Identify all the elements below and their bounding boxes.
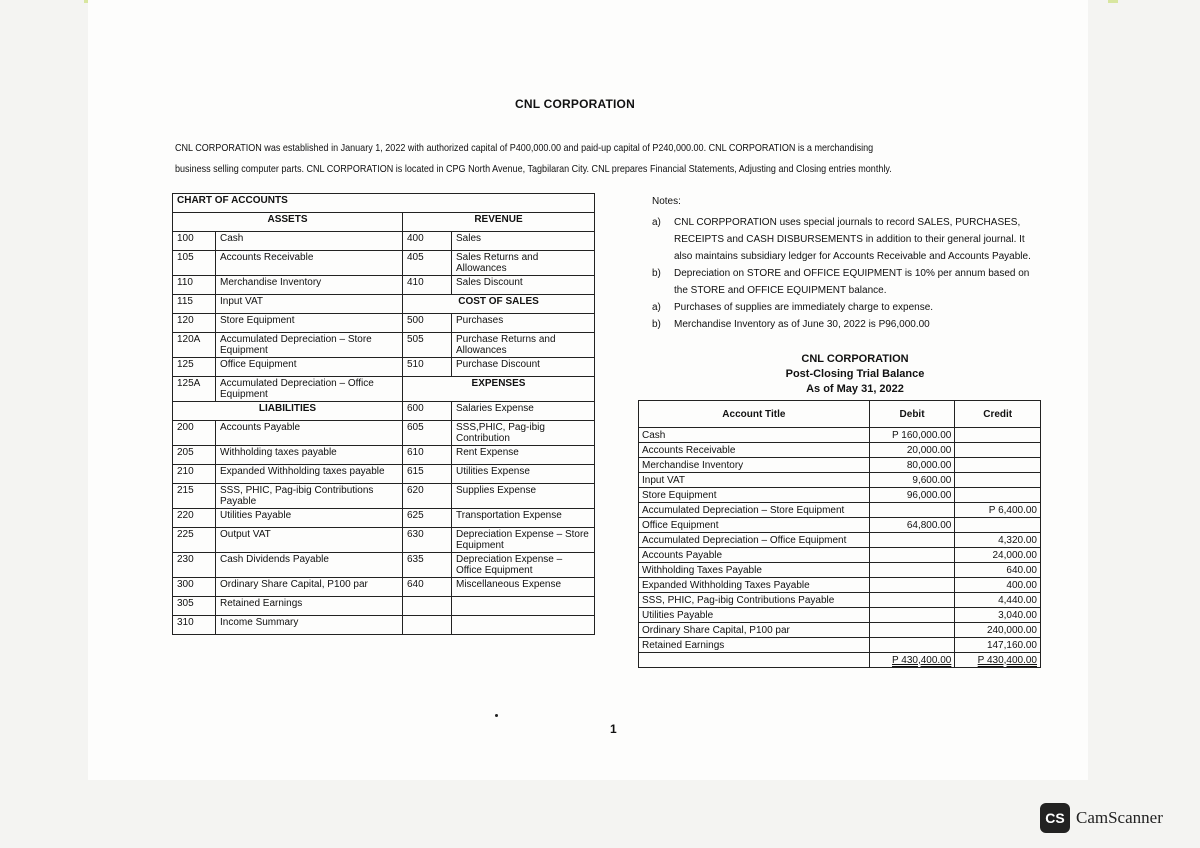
- tb-col-title: Account Title: [639, 401, 870, 428]
- coa-row: 120 Store Equipment 500 Purchases: [173, 314, 595, 333]
- coa-row: LIABILITIES 600 Salaries Expense: [173, 402, 595, 421]
- tb-row: Input VAT 9,600.00: [639, 473, 1041, 488]
- tb-title: Post-Closing Trial Balance: [785, 368, 925, 380]
- coa-row: 105 Accounts Receivable 405 Sales Returns and Allowances: [173, 251, 595, 276]
- notes-label: Notes:: [652, 196, 681, 207]
- trial-balance-heading: [640, 352, 1070, 397]
- coa-row: 305 Retained Earnings: [173, 597, 595, 616]
- note-item: a) Purchases of supplies are immediately charge to expense.: [652, 302, 934, 313]
- coa-row: 115 Input VAT COST OF SALES: [173, 295, 595, 314]
- tb-row: Expanded Withholding Taxes Payable 400.00: [639, 578, 1041, 593]
- chart-of-accounts-table: [172, 193, 595, 635]
- coa-row: 110 Merchandise Inventory 410 Sales Discount: [173, 276, 595, 295]
- coa-row: 100 Cash 400 Sales: [173, 232, 595, 251]
- coa-row: 310 Income Summary: [173, 616, 595, 635]
- camscanner-label: CamScanner: [1076, 808, 1163, 827]
- tb-col-credit: Credit: [955, 401, 1041, 428]
- intro-paragraph: CNL CORPORATION was established in January 1, 2022 with authorized capital of P400,000.00 and paid-up capital of P240,000.00. CNL CORPORATION is a merchandising business selling computer parts. CNL CORPORATION is located in CPG North Avenue, Tagbilaran City. CNL prepares Financial Statements, Adjusting and Closing entries monthly.: [175, 142, 892, 175]
- page-number: 1: [610, 722, 617, 736]
- note-item: b) Depreciation on STORE and OFFICE EQUIPMENT is 10% per annum based on the STORE and OFFICE EQUIPMENT balance.: [652, 268, 1030, 296]
- coa-row: 125 Office Equipment 510 Purchase Discount: [173, 358, 595, 377]
- tb-row: Accumulated Depreciation – Office Equipment 4,320.00: [639, 533, 1041, 548]
- camscanner-watermark: [1040, 803, 1163, 833]
- camscanner-logo-icon: CS: [1040, 803, 1070, 833]
- note-item: b) Merchandise Inventory as of June 30, 2022 is P96,000.00: [652, 319, 930, 330]
- expenses-header: EXPENSES: [403, 377, 595, 402]
- tb-row: Retained Earnings 147,160.00: [639, 638, 1041, 653]
- tb-row: Store Equipment 96,000.00: [639, 488, 1041, 503]
- tb-total-debit: P 430,400.00: [869, 653, 955, 668]
- ink-dot: [495, 714, 498, 717]
- tb-row: Accounts Payable 24,000.00: [639, 548, 1041, 563]
- document-title: CNL CORPORATION: [515, 97, 635, 111]
- cost-of-sales-header: COST OF SALES: [403, 295, 595, 314]
- tb-row: Utilities Payable 3,040.00: [639, 608, 1041, 623]
- tb-total-row: [639, 653, 1041, 668]
- tb-col-debit: Debit: [869, 401, 955, 428]
- coa-row: 220 Utilities Payable 625 Transportation Expense: [173, 509, 595, 528]
- note-item: a) CNL CORPPORATION uses special journals to record SALES, PURCHASES, RECEIPTS and CASH DISBURSEMENTS in addition to their general journal. It also maintains subsidiary ledger for Accounts Receivable and Accounts Payable.: [652, 217, 1031, 262]
- coa-row: 200 Accounts Payable 605 SSS,PHIC, Pag-ibig Contribution: [173, 421, 595, 446]
- coa-row: 215 SSS, PHIC, Pag-ibig Contributions Payable 620 Supplies Expense: [173, 484, 595, 509]
- revenue-header: REVENUE: [403, 213, 595, 232]
- coa-row: 120A Accumulated Depreciation – Store Equipment 505 Purchase Returns and Allowances: [173, 333, 595, 358]
- tb-row: SSS, PHIC, Pag-ibig Contributions Payable 4,440.00: [639, 593, 1041, 608]
- liabilities-header: LIABILITIES: [173, 402, 403, 421]
- coa-row: 225 Output VAT 630 Depreciation Expense – Store Equipment: [173, 528, 595, 553]
- trial-balance-table: [638, 400, 1041, 668]
- tb-row: Accounts Receivable 20,000.00: [639, 443, 1041, 458]
- coa-row: 300 Ordinary Share Capital, P100 par 640 Miscellaneous Expense: [173, 578, 595, 597]
- tb-row: Merchandise Inventory 80,000.00: [639, 458, 1041, 473]
- tb-row: Cash P 160,000.00: [639, 428, 1041, 443]
- tb-date: As of May 31, 2022: [806, 383, 904, 395]
- tb-row: Ordinary Share Capital, P100 par 240,000.00: [639, 623, 1041, 638]
- notes-section: [652, 193, 1032, 333]
- coa-title: CHART OF ACCOUNTS: [173, 194, 595, 213]
- coa-row: 205 Withholding taxes payable 610 Rent Expense: [173, 446, 595, 465]
- coa-row: 210 Expanded Withholding taxes payable 615 Utilities Expense: [173, 465, 595, 484]
- assets-header: ASSETS: [173, 213, 403, 232]
- tb-company: CNL CORPORATION: [801, 353, 909, 365]
- coa-row: 230 Cash Dividends Payable 635 Depreciation Expense – Office Equipment: [173, 553, 595, 578]
- tb-row: Accumulated Depreciation – Store Equipment P 6,400.00: [639, 503, 1041, 518]
- scan-edge-mark: [1108, 0, 1118, 3]
- coa-row: 125A Accumulated Depreciation – Office Equipment EXPENSES: [173, 377, 595, 402]
- tb-total-credit: P 430,400.00: [955, 653, 1041, 668]
- tb-row: Office Equipment 64,800.00: [639, 518, 1041, 533]
- tb-row: Withholding Taxes Payable 640.00: [639, 563, 1041, 578]
